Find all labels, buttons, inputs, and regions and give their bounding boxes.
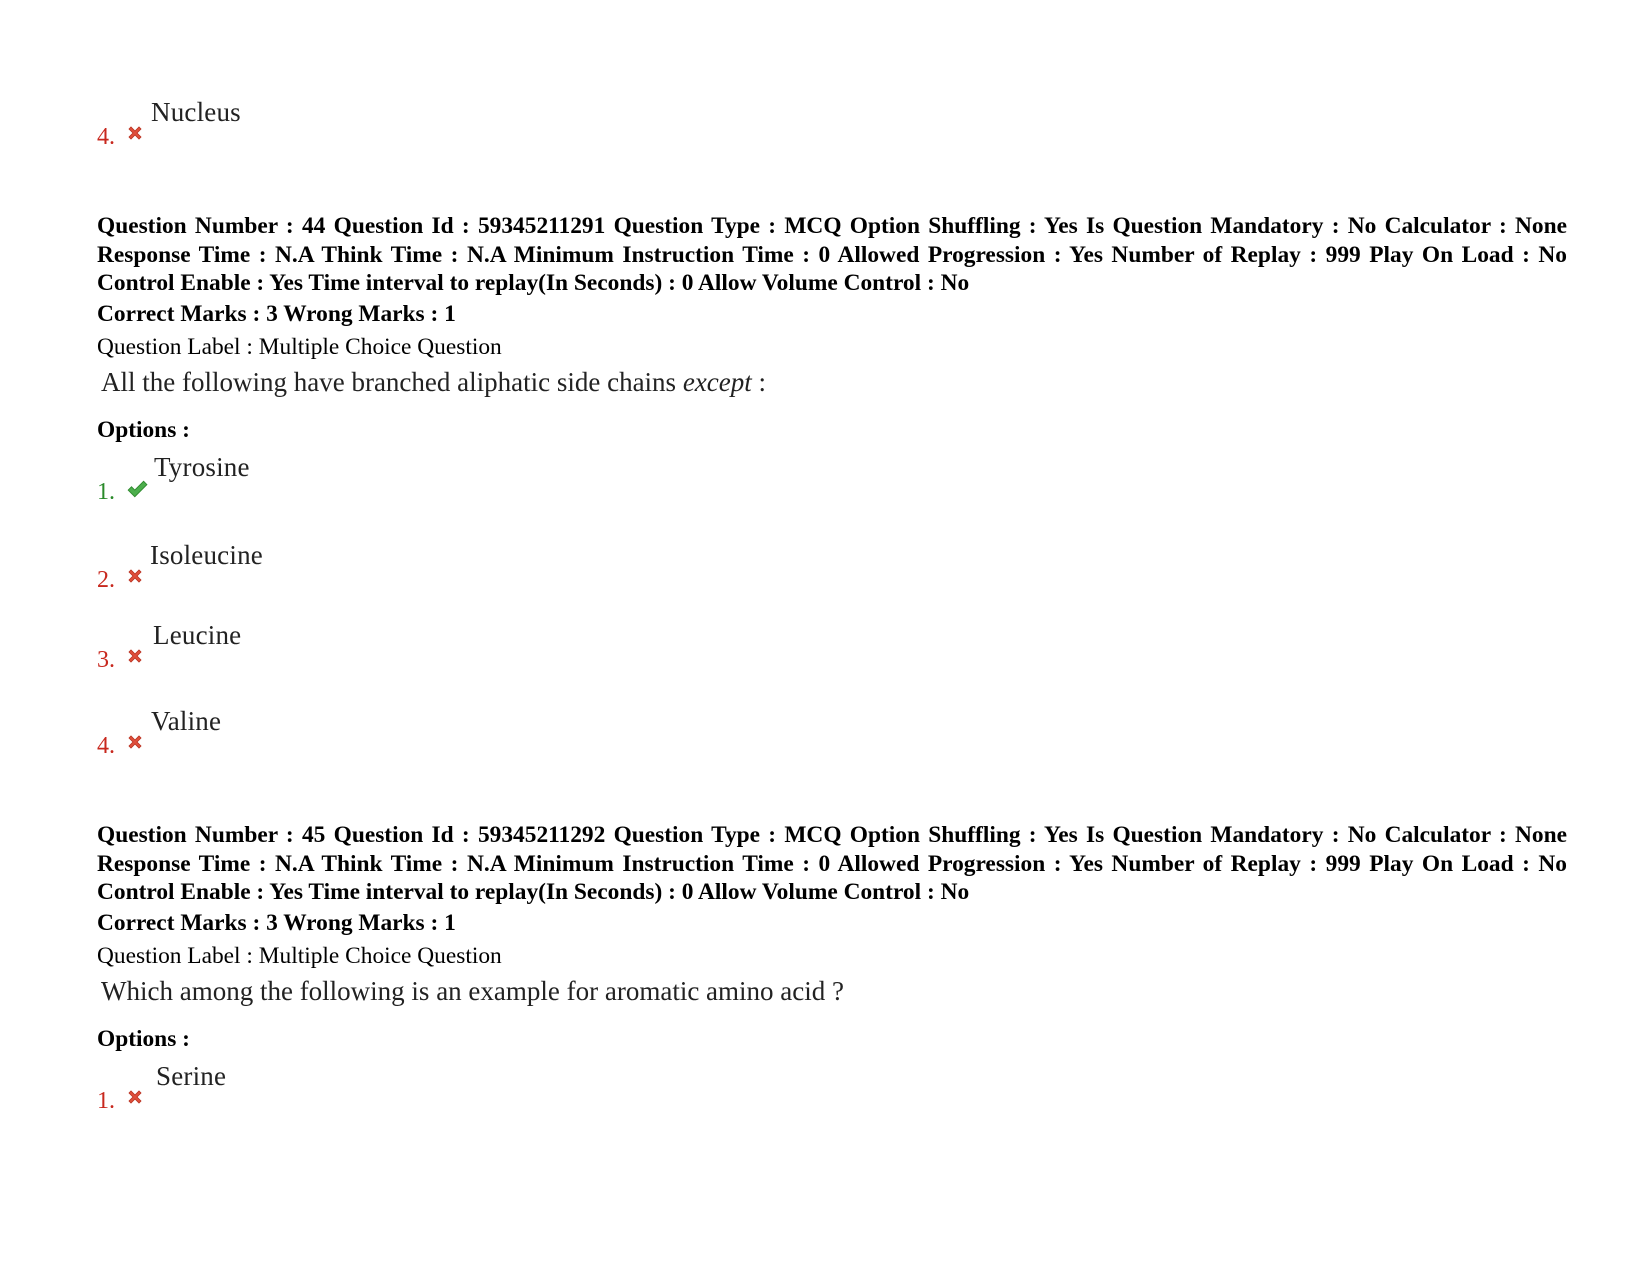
option-text: Valine (151, 706, 222, 736)
option-text: Leucine (153, 620, 242, 650)
cross-icon (125, 1087, 145, 1107)
option-row (97, 540, 697, 592)
question-text: Which among the following is an example for aromatic amino acid ? (101, 976, 845, 1006)
cross-icon (125, 123, 145, 143)
question-meta: Question Number : 44 Question Id : 59345211291 Question Type : MCQ Option Shuffling : Yes Is Question Mandatory : No Calculator : None Response Time : N.A Think Time : N.A Minimum Instruction Time : 0 Allowed Progression : Yes Number of Replay : 999 Play On Load : No Control Enable : Yes Time interval to replay(In Seconds) : 0 Allow Volume Control : No (97, 213, 1567, 296)
option-text: Nucleus (151, 97, 241, 127)
option-number: 3. (97, 647, 115, 673)
question-text (101, 366, 766, 398)
cross-icon (125, 566, 145, 586)
option-number: 2. (97, 567, 115, 593)
option-row (97, 1061, 697, 1113)
option-number: 1. (97, 1088, 115, 1114)
question-meta: Question Number : 45 Question Id : 59345211292 Question Type : MCQ Option Shuffling : Yes Is Question Mandatory : No Calculator : None Response Time : N.A Think Time : N.A Minimum Instruction Time : 0 Allowed Progression : Yes Number of Replay : 999 Play On Load : No Control Enable : Yes Time interval to replay(In Seconds) : 0 Allow Volume Control : No (97, 822, 1567, 905)
option-number: 4. (97, 733, 115, 759)
option-number: 4. (97, 124, 115, 150)
options-heading: Options : (97, 417, 190, 443)
question-text-end: : (751, 367, 767, 397)
option-row (97, 452, 697, 504)
cross-icon (125, 732, 145, 752)
option-row (97, 97, 697, 149)
check-icon (125, 478, 149, 500)
option-text: Serine (156, 1061, 227, 1091)
options-heading: Options : (97, 1026, 190, 1052)
cross-icon (125, 646, 145, 666)
question-text-main: All the following have branched aliphatic side chains (101, 367, 683, 397)
question-label: Question Label : Multiple Choice Question (97, 334, 502, 360)
option-row (97, 620, 697, 672)
question-marks: Correct Marks : 3 Wrong Marks : 1 (97, 301, 456, 327)
question-text-emphasis: except (682, 367, 752, 397)
option-text: Tyrosine (154, 452, 250, 482)
option-row (97, 706, 697, 758)
question-label: Question Label : Multiple Choice Question (97, 943, 502, 969)
option-text: Isoleucine (150, 540, 263, 570)
question-marks: Correct Marks : 3 Wrong Marks : 1 (97, 910, 456, 936)
option-number: 1. (97, 479, 115, 505)
